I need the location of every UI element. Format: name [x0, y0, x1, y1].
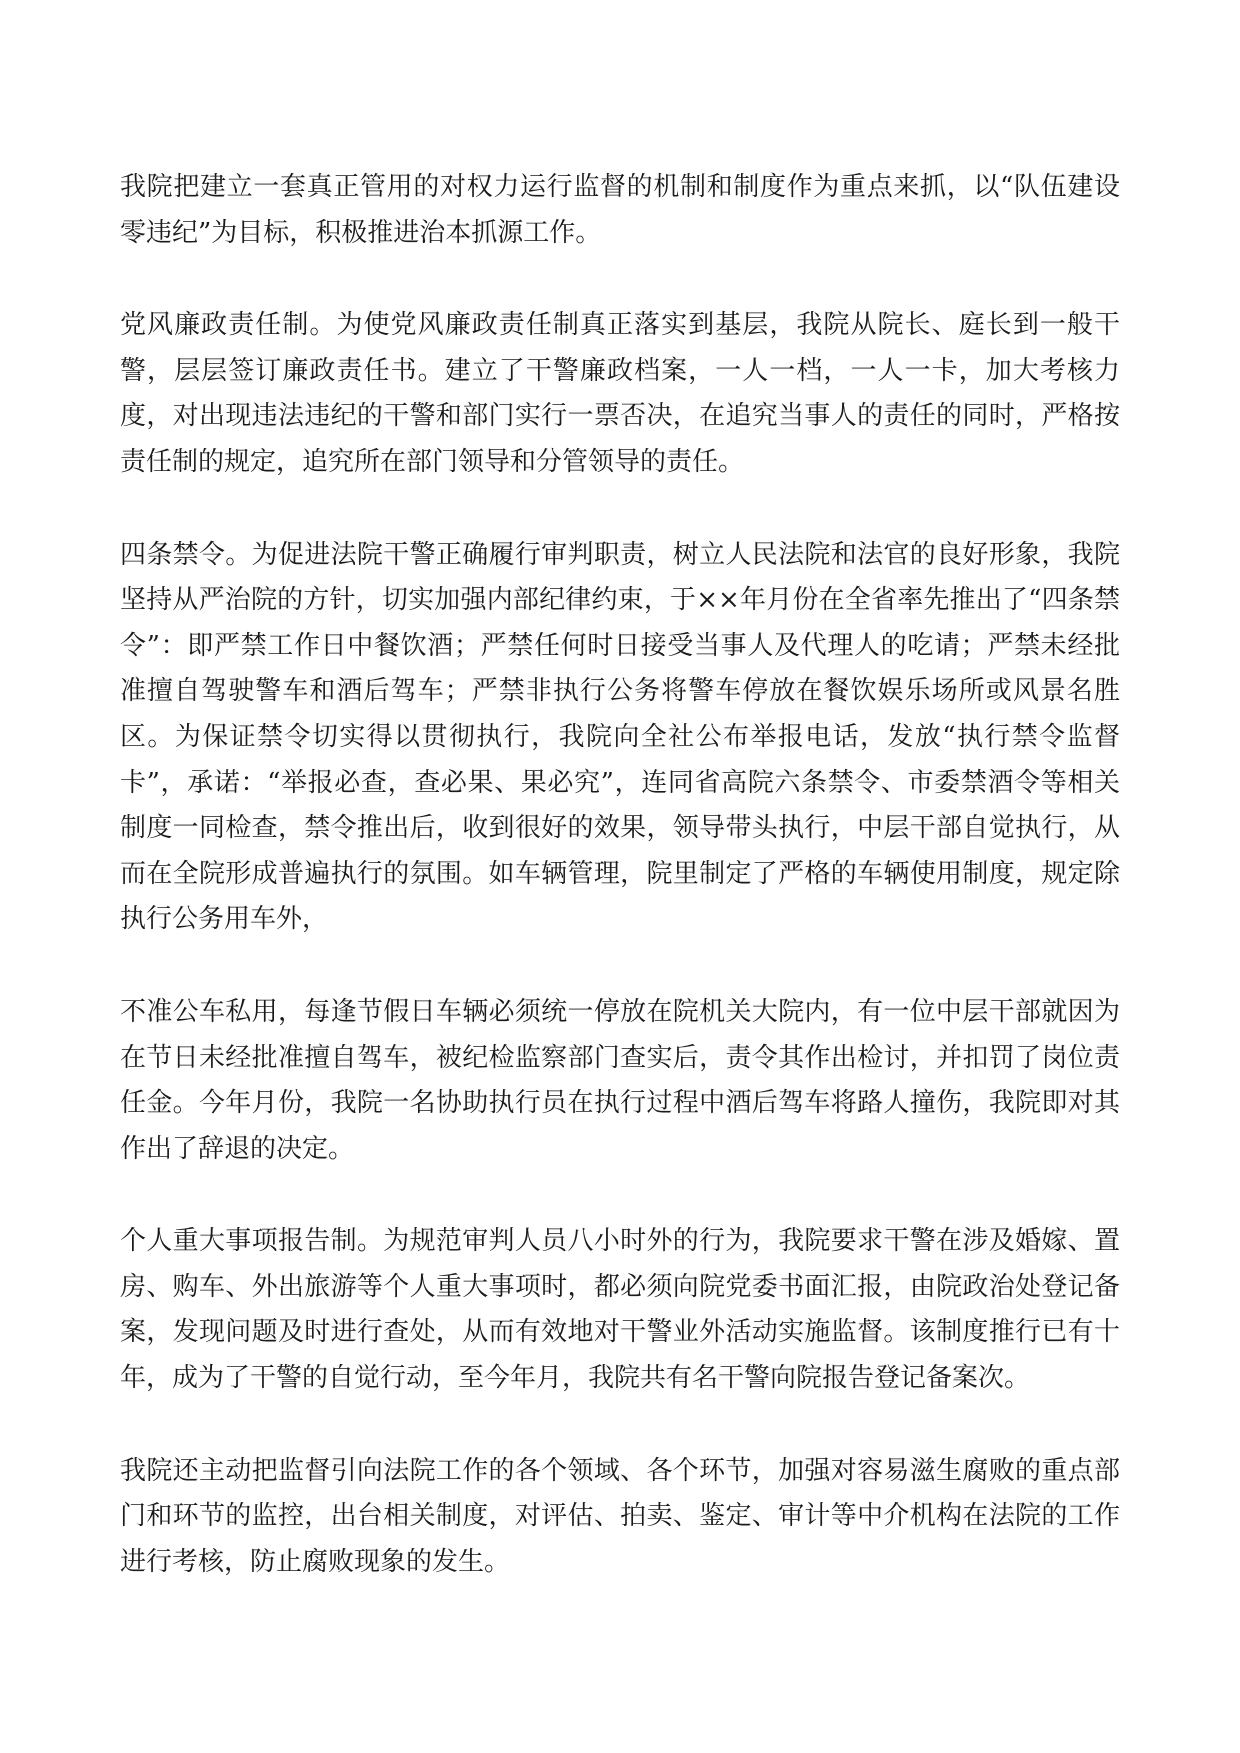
- paragraph-supervision: 我院还主动把监督引向法院工作的各个领域、各个环节，加强对容易滋生腐败的重点部门和环节的监控，出台相关制度，对评估、拍卖、鉴定、审计等中介机构在法院的工作进行考核，防止腐败现象的发生。: [120, 1455, 1120, 1577]
- document-body: [120, 165, 1120, 1632]
- paragraph-personal-reporting: 个人重大事项报告制。为规范审判人员八小时外的行为，我院要求干警在涉及婚嫁、置房、购车、外出旅游等个人重大事项时，都必须向院党委书面汇报，由院政治处登记备案，发现问题及时进行查处，从而有效地对干警业外活动实施监督。该制度推行已有十年，成为了干警的自觉行动，至今年月，我院共有名干警向院报告登记备案次。: [120, 1226, 1120, 1394]
- paragraph-integrity-responsibility: 党风廉政责任制。为使党风廉政责任制真正落实到基层，我院从院长、庭长到一般干警，层层签订廉政责任书。建立了干警廉政档案，一人一档，一人一卡，加大考核力度，对出现违法违纪的干警和部门实行一票否决，在追究当事人的责任的同时，严格按责任制的规定，追究所在部门领导和分管领导的责任。: [120, 310, 1120, 477]
- paragraph-four-prohibitions: 四条禁令。为促进法院干警正确履行审判职责，树立人民法院和法官的良好形象，我院坚持从严治院的方针，切实加强内部纪律约束，于××年月份在全省率先推出了“四条禁令”：即严禁工作日中餐饮酒；严禁任何时日接受当事人及代理人的吃请；严禁未经批准擅自驾驶警车和酒后驾车；严禁非执行公务将警车停放在餐饮娱乐场所或风景名胜区。为保证禁令切实得以贯彻执行，我院向全社公布举报电话，发放“执行禁令监督卡”，承诺：“举报必查，查必果、果必究”，连同省高院六条禁令、市委禁酒令等相关制度一同检查，禁令推出后，收到很好的效果，领导带头执行，中层干部自觉执行，从而在全院形成普遍执行的氛围。如车辆管理，院里制定了严格的车辆使用制度，规定除执行公务用车外，: [120, 539, 1120, 935]
- paragraph-intro: 我院把建立一套真正管用的对权力运行监督的机制和制度作为重点来抓，以“队伍建设零违纪”为目标，积极推进治本抓源工作。: [120, 172, 1120, 248]
- paragraph-vehicle-rules: 不准公车私用，每逢节假日车辆必须统一停放在院机关大院内，有一位中层干部就因为在节日未经批准擅自驾车，被纪检监察部门查实后，责令其作出检讨，并扣罚了岗位责任金。今年月份，我院一名协助执行员在执行过程中酒后驾车将路人撞伤，我院即对其作出了辞退的决定。: [120, 996, 1120, 1164]
